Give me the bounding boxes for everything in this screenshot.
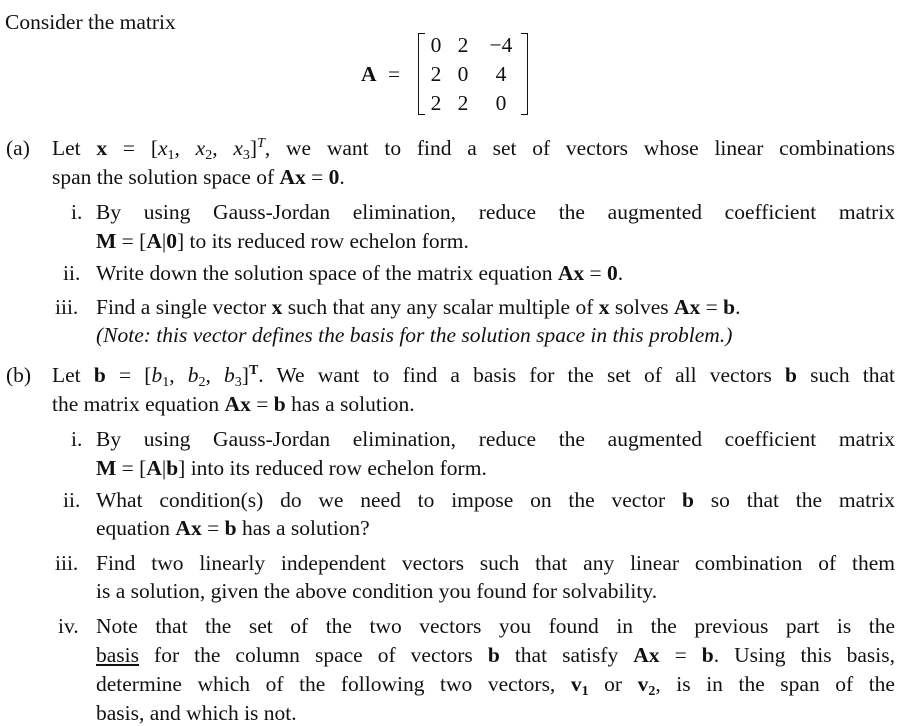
part-a-label: (a) (6, 136, 30, 160)
matrix-cell: 0 (430, 33, 442, 57)
intro-text: Consider the matrix (5, 10, 176, 34)
part-b-item-i-line2: M = [A|b] into its reduced row echelon form. (96, 456, 487, 480)
part-b-item-iv-line3: determine which of the following two vectors, $v_1$ or $v_2$, is in the span of the (96, 672, 895, 699)
part-a-item-ii-num: ii. (63, 261, 81, 285)
matrix-right-bracket (521, 33, 528, 115)
part-a-line1: Let $x = [x_1$, $x_2$, $x_3]^T$, we want to find a set of vectors whose linear combinations (52, 136, 895, 163)
part-b-item-iv-line4: basis, and which is not. (96, 701, 297, 725)
part-b-line2: the matrix equation Ax = b has a solution. (52, 392, 415, 416)
matrix-a (418, 33, 528, 117)
part-b-item-ii-num: ii. (63, 488, 81, 512)
part-a-item-iii-note: (Note: this vector defines the basis for the solution space in this problem.) (96, 323, 733, 347)
part-b-item-i-num: i. (71, 427, 83, 451)
part-b-item-iv-line2: basis for the column space of vectors b that satisfy Ax = b. Using this basis, (96, 643, 895, 667)
part-a-line2: span the solution space of Ax = 0. (52, 165, 345, 189)
part-a-item-iii-num: iii. (55, 295, 79, 319)
matrix-cell: 2 (457, 33, 469, 57)
part-a-item-i-line2: M = [A|0] to its reduced row echelon form. (96, 229, 469, 253)
matrix-equals: = (388, 62, 401, 86)
matrix-name: A (361, 62, 377, 86)
matrix-cell: 4 (495, 62, 507, 86)
part-a-item-ii-line1: Write down the solution space of the matrix equation Ax = 0. (96, 261, 624, 285)
matrix-cell: 0 (457, 62, 469, 86)
matrix-cell: 2 (457, 91, 469, 115)
part-b-item-ii-line1: What condition(s) do we need to impose on the vector b so that the matrix (96, 488, 895, 512)
part-a-item-iii-line1: Find a single vector x such that any any scalar multiple of x solves Ax = b. (96, 295, 741, 319)
part-b-line1: Let $b = [b_1$, $b_2$, $b_3]^T$. We want to find a basis for the set of all vectors b such that (52, 363, 895, 390)
part-b-label: (b) (6, 363, 32, 387)
part-b-item-iv-num: iv. (58, 614, 79, 638)
part-b-item-i-line1: By using Gauss-Jordan elimination, reduce the augmented coefficient matrix (96, 427, 895, 451)
part-a-item-i-num: i. (71, 200, 83, 224)
matrix-cell: 2 (430, 91, 442, 115)
matrix-cell: 2 (430, 62, 442, 86)
part-b-item-iii-num: iii. (55, 551, 79, 575)
matrix-cell: −4 (489, 33, 513, 57)
part-b-item-ii-line2: equation Ax = b has a solution? (96, 516, 370, 540)
matrix-cell: 0 (495, 91, 507, 115)
part-a-item-i-line1: By using Gauss-Jordan elimination, reduce the augmented coefficient matrix (96, 200, 895, 224)
part-b-item-iii-line1: Find two linearly independent vectors such that any linear combination of them (96, 551, 895, 575)
part-b-item-iii-line2: is a solution, given the above condition you found for solvability. (96, 579, 658, 603)
part-b-item-iv-line1: Note that the set of the two vectors you found in the previous part is the (96, 614, 895, 638)
